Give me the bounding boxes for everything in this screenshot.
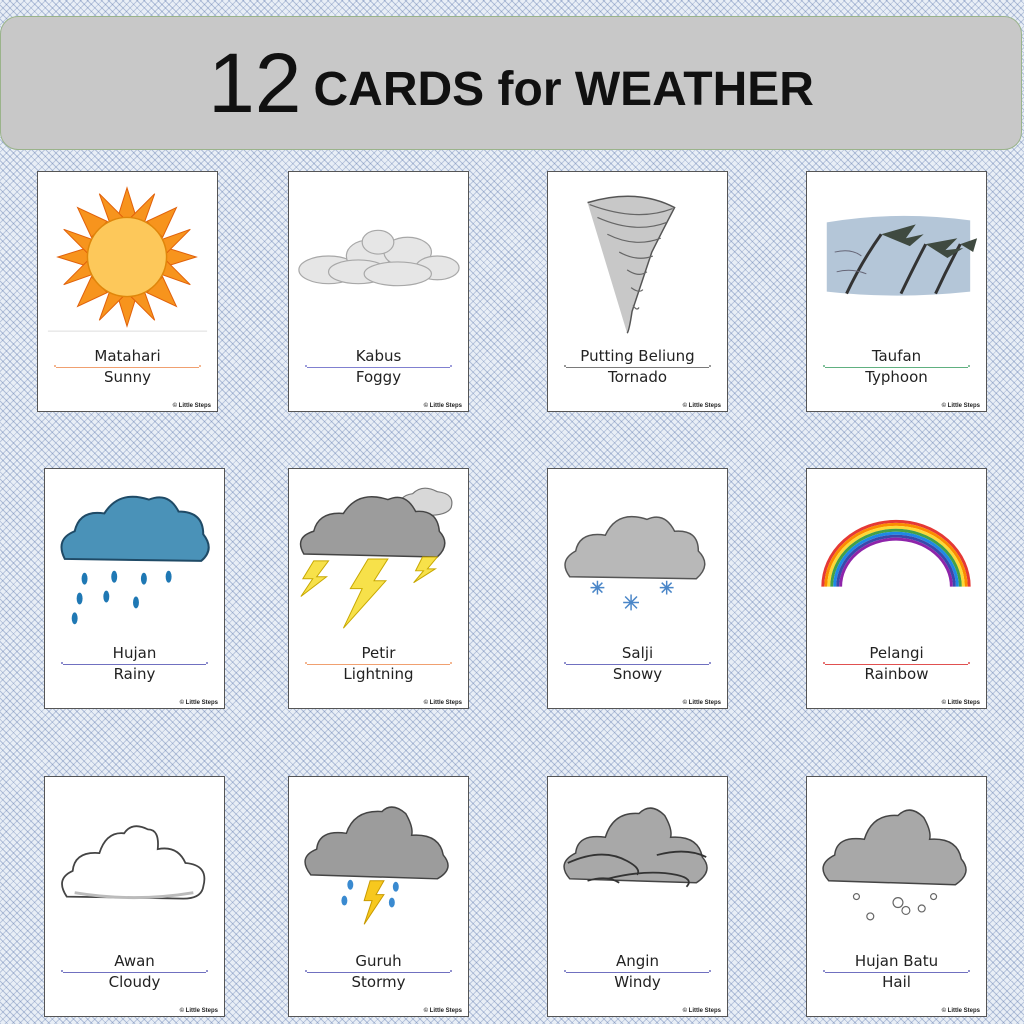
card-label-malay: Kabus — [355, 347, 402, 365]
weather-card[interactable] — [288, 776, 469, 1017]
card-label-malay: Guruh — [355, 952, 402, 970]
sun-icon — [38, 172, 217, 342]
rain-cloud-icon — [45, 469, 224, 639]
card-label-english: Rainy — [113, 665, 156, 683]
card-label-malay: Taufan — [871, 347, 922, 365]
weather-card[interactable] — [547, 776, 728, 1017]
card-copyright: © Little Steps — [423, 1008, 462, 1014]
card-label-english: Cloudy — [108, 973, 161, 991]
weather-card[interactable] — [806, 468, 987, 709]
card-label-english: Foggy — [355, 368, 402, 386]
card-label-malay: Pelangi — [869, 644, 924, 662]
card-label-english: Stormy — [351, 973, 406, 991]
card-copyright: © Little Steps — [682, 1008, 721, 1014]
card-label-malay: Petir — [361, 644, 396, 662]
lightning-icon — [289, 469, 468, 639]
rainbow-icon — [807, 469, 986, 639]
card-label-malay: Hujan — [112, 644, 157, 662]
card-label-english: Lightning — [343, 665, 414, 683]
weather-card[interactable] — [547, 171, 728, 412]
card-copyright: © Little Steps — [423, 700, 462, 706]
card-copyright: © Little Steps — [941, 403, 980, 409]
weather-card[interactable] — [44, 468, 225, 709]
title-banner — [0, 16, 1022, 150]
card-label-english: Tornado — [607, 368, 668, 386]
card-copyright: © Little Steps — [682, 403, 721, 409]
card-label-english: Sunny — [104, 368, 151, 386]
weather-card[interactable] — [806, 171, 987, 412]
snow-cloud-icon — [548, 469, 727, 639]
cloud-icon — [45, 777, 224, 947]
card-label-malay: Hujan Batu — [854, 952, 939, 970]
card-label-english: Hail — [882, 973, 911, 991]
card-label-malay: Angin — [616, 952, 659, 970]
card-label-english: Snowy — [612, 665, 663, 683]
card-label-malay: Putting Beliung — [580, 347, 695, 365]
card-copyright: © Little Steps — [423, 403, 462, 409]
card-copyright: © Little Steps — [941, 700, 980, 706]
weather-card[interactable] — [806, 776, 987, 1017]
card-copyright: © Little Steps — [682, 700, 721, 706]
weather-card[interactable] — [288, 171, 469, 412]
weather-card[interactable] — [547, 468, 728, 709]
weather-card[interactable] — [288, 468, 469, 709]
card-count: 12 — [208, 36, 302, 130]
wind-cloud-icon — [548, 777, 727, 947]
storm-cloud-icon — [289, 777, 468, 947]
card-label-english: Windy — [614, 973, 661, 991]
card-label-english: Rainbow — [864, 665, 929, 683]
card-label-malay: Salji — [621, 644, 654, 662]
fog-icon — [289, 172, 468, 342]
hail-cloud-icon — [807, 777, 986, 947]
card-label-english: Typhoon — [865, 368, 928, 386]
typhoon-icon — [807, 172, 986, 342]
card-copyright: © Little Steps — [179, 700, 218, 706]
weather-card[interactable] — [37, 171, 218, 412]
card-copyright: © Little Steps — [179, 1008, 218, 1014]
weather-card[interactable] — [44, 776, 225, 1017]
page-title: CARDS for WEATHER — [313, 63, 814, 116]
card-copyright: © Little Steps — [941, 1008, 980, 1014]
tornado-icon — [548, 172, 727, 342]
card-label-malay: Matahari — [94, 347, 161, 365]
card-copyright: © Little Steps — [172, 403, 211, 409]
card-label-malay: Awan — [114, 952, 155, 970]
